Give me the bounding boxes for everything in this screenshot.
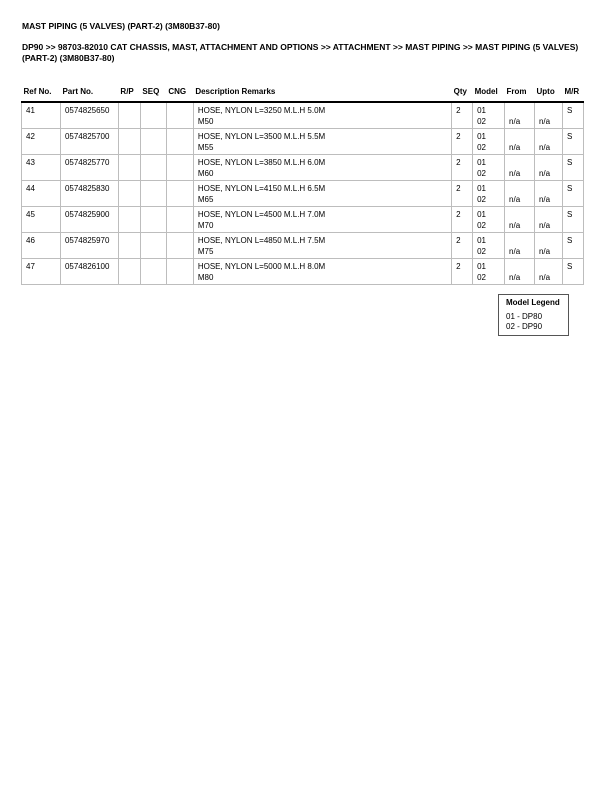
cell-cng [166, 233, 193, 259]
col-header-ref: Ref No. [22, 86, 61, 102]
table-row [22, 207, 584, 233]
cell-description [193, 155, 451, 181]
cell-mr: S [562, 129, 583, 155]
legend-item: 02 - DP90 [506, 322, 543, 331]
cell-part-no: 0574825650 [60, 102, 118, 129]
cell-rp [118, 102, 140, 129]
cell-model: 01 02 [473, 233, 505, 259]
description-text: HOSE, NYLON L=4150 M.L.H 6.5M [197, 184, 326, 193]
col-header-mr: M/R [562, 86, 583, 102]
cell-mr: S [562, 207, 583, 233]
cell-from: n/a [505, 181, 535, 207]
cell-rp [118, 259, 140, 285]
description-text: HOSE, NYLON L=3250 M.L.H 5.0M [197, 106, 326, 115]
cell-seq [140, 207, 166, 233]
cell-qty: 2 [452, 233, 473, 259]
cell-ref: 46 [22, 233, 61, 259]
cell-rp [118, 233, 140, 259]
remark-text: M55 [197, 142, 214, 152]
col-header-desc: Description Remarks [193, 86, 451, 102]
remark-text: M75 [197, 246, 214, 256]
col-header-model: Model [473, 86, 505, 102]
legend-heading: Model Legend [506, 298, 560, 307]
cell-ref: 42 [22, 129, 61, 155]
cell-upto: n/a [534, 155, 562, 181]
cell-upto: n/a [534, 259, 562, 285]
cell-mr: S [562, 259, 583, 285]
cell-from: n/a [505, 102, 535, 129]
cell-cng [166, 207, 193, 233]
table-row [22, 102, 584, 129]
cell-from: n/a [505, 129, 535, 155]
cell-description [193, 181, 451, 207]
cell-upto: n/a [534, 129, 562, 155]
cell-part-no: 0574825770 [60, 155, 118, 181]
legend-item: 01 - DP80 [506, 312, 543, 321]
table-row [22, 233, 584, 259]
cell-mr: S [562, 233, 583, 259]
cell-part-no: 0574825900 [60, 207, 118, 233]
cell-seq [140, 181, 166, 207]
cell-part-no: 0574826100 [60, 259, 118, 285]
table-row [22, 129, 584, 155]
cell-model: 01 02 [473, 259, 505, 285]
col-header-seq: SEQ [140, 86, 166, 102]
cell-seq [140, 233, 166, 259]
table-row [22, 259, 584, 285]
cell-from: n/a [505, 155, 535, 181]
cell-qty: 2 [452, 155, 473, 181]
cell-cng [166, 129, 193, 155]
cell-upto: n/a [534, 207, 562, 233]
cell-ref: 47 [22, 259, 61, 285]
description-text: HOSE, NYLON L=4500 M.L.H 7.0M [197, 210, 326, 219]
cell-from: n/a [505, 207, 535, 233]
cell-qty: 2 [452, 259, 473, 285]
cell-model: 01 02 [473, 102, 505, 129]
cell-upto: n/a [534, 102, 562, 129]
cell-mr: S [562, 155, 583, 181]
cell-model: 01 02 [473, 207, 505, 233]
col-header-qty: Qty [452, 86, 473, 102]
cell-model: 01 02 [473, 155, 505, 181]
cell-upto: n/a [534, 233, 562, 259]
cell-seq [140, 102, 166, 129]
col-header-cng: CNG [166, 86, 193, 102]
cell-ref: 43 [22, 155, 61, 181]
cell-rp [118, 181, 140, 207]
page-title: MAST PIPING (5 VALVES) (PART-2) (3M80B37-80) [22, 21, 220, 31]
cell-qty: 2 [452, 181, 473, 207]
remark-text: M70 [197, 220, 214, 230]
description-text: HOSE, NYLON L=3850 M.L.H 6.0M [197, 158, 326, 167]
cell-seq [140, 155, 166, 181]
cell-rp [118, 207, 140, 233]
cell-description [193, 207, 451, 233]
cell-rp [118, 155, 140, 181]
cell-mr: S [562, 102, 583, 129]
parts-table [21, 86, 584, 285]
description-text: HOSE, NYLON L=5000 M.L.H 8.0M [197, 262, 326, 271]
cell-qty: 2 [452, 102, 473, 129]
cell-ref: 45 [22, 207, 61, 233]
table-row [22, 155, 584, 181]
cell-seq [140, 259, 166, 285]
cell-cng [166, 102, 193, 129]
breadcrumb: DP90 >> 98703-82010 CAT CHASSIS, MAST, ATTACHMENT AND OPTIONS >> ATTACHMENT >> MAST PIPING >> MAST PIPING (5 VALVES) (PART-2) (3M80B37-80) [22, 42, 579, 63]
cell-model: 01 02 [473, 129, 505, 155]
cell-qty: 2 [452, 207, 473, 233]
cell-qty: 2 [452, 129, 473, 155]
cell-cng [166, 259, 193, 285]
col-header-upto: Upto [534, 86, 562, 102]
cell-description [193, 233, 451, 259]
remark-text: M65 [197, 194, 214, 204]
cell-ref: 41 [22, 102, 61, 129]
col-header-part: Part No. [60, 86, 118, 102]
cell-from: n/a [505, 233, 535, 259]
cell-seq [140, 129, 166, 155]
cell-from: n/a [505, 259, 535, 285]
model-legend [498, 294, 569, 336]
description-text: HOSE, NYLON L=3500 M.L.H 5.5M [197, 132, 326, 141]
remark-text: M50 [197, 116, 214, 126]
description-text: HOSE, NYLON L=4850 M.L.H 7.5M [197, 236, 326, 245]
cell-description [193, 259, 451, 285]
cell-description [193, 102, 451, 129]
table-row [22, 181, 584, 207]
cell-description [193, 129, 451, 155]
remark-text: M80 [197, 272, 214, 282]
cell-part-no: 0574825700 [60, 129, 118, 155]
col-header-from: From [505, 86, 535, 102]
cell-cng [166, 181, 193, 207]
col-header-rp: R/P [118, 86, 140, 102]
table-header-row [22, 86, 584, 102]
cell-upto: n/a [534, 181, 562, 207]
cell-part-no: 0574825970 [60, 233, 118, 259]
cell-ref: 44 [22, 181, 61, 207]
cell-part-no: 0574825830 [60, 181, 118, 207]
cell-rp [118, 129, 140, 155]
cell-cng [166, 155, 193, 181]
cell-mr: S [562, 181, 583, 207]
cell-model: 01 02 [473, 181, 505, 207]
remark-text: M60 [197, 168, 214, 178]
